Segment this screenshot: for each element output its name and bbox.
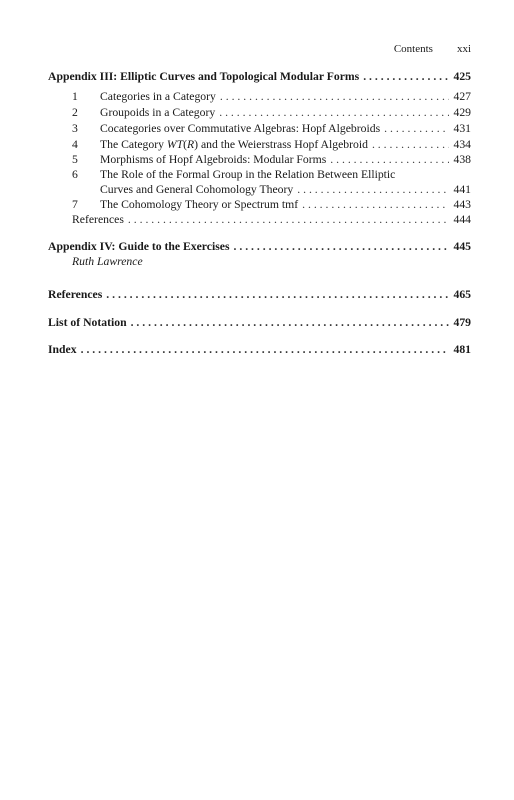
section-number: 4 — [72, 138, 78, 151]
dot-leader — [363, 70, 449, 84]
toc-section-5[interactable] — [48, 153, 471, 167]
toc-entry-title: References — [48, 288, 103, 301]
toc-entry-page: 425 — [453, 70, 471, 83]
section-title: The Cohomology Theory or Spectrum tmf — [100, 198, 299, 211]
section-title: References — [72, 213, 124, 226]
title-part-italic: R — [187, 138, 195, 151]
dot-leader — [220, 90, 449, 104]
dot-leader — [384, 122, 449, 136]
toc-section-2[interactable] — [48, 106, 471, 120]
section-number: 5 — [72, 153, 78, 166]
section-title: Curves and General Cohomology Theory — [100, 183, 294, 196]
toc-entry-page: 465 — [453, 288, 471, 301]
title-part: ( — [183, 138, 188, 151]
toc-section-3[interactable] — [48, 122, 471, 136]
dot-leader — [128, 213, 449, 227]
section-number: 7 — [72, 198, 78, 211]
section-page: 434 — [453, 138, 471, 151]
toc-section-6-line2[interactable] — [48, 183, 471, 197]
section-title: Cocategories over Commutative Algebras: Hopf Algebroids — [100, 122, 381, 135]
section-page: 438 — [453, 153, 471, 166]
section-number: 6 — [72, 168, 78, 181]
chapter-author: Ruth Lawrence — [72, 255, 143, 268]
section-page: 441 — [453, 183, 471, 196]
toc-entry-title: Index — [48, 343, 77, 356]
dot-leader — [330, 153, 449, 167]
dot-leader — [302, 198, 449, 212]
toc-appendix-iii-references[interactable] — [72, 213, 471, 227]
title-part-italic: WT — [166, 138, 184, 151]
dot-leader — [81, 343, 449, 357]
dot-leader — [219, 106, 449, 120]
section-number: 3 — [72, 122, 78, 135]
dot-leader — [106, 288, 449, 302]
toc-entry-title: Appendix III: Elliptic Curves and Topological Modular Forms — [48, 70, 360, 83]
section-page: 427 — [453, 90, 471, 103]
dot-leader — [372, 138, 449, 152]
section-page: 431 — [453, 122, 471, 135]
section-title — [100, 138, 368, 152]
toc-section-7[interactable] — [48, 198, 471, 212]
toc-entry-title: Appendix IV: Guide to the Exercises — [48, 240, 230, 253]
toc-entry-list-of-notation[interactable] — [48, 316, 471, 330]
toc-section-1[interactable] — [48, 90, 471, 104]
dot-leader — [234, 240, 450, 254]
toc-section-6-line1[interactable] — [48, 168, 471, 182]
section-title: Morphisms of Hopf Algebroids: Modular Forms — [100, 153, 327, 166]
toc-entry-index[interactable] — [48, 343, 471, 357]
section-page: 444 — [453, 213, 471, 226]
toc-entry-title: List of Notation — [48, 316, 127, 329]
title-part: The Category — [100, 138, 167, 151]
page-number: xxi — [456, 43, 471, 55]
toc-entry-appendix-iv[interactable] — [48, 240, 471, 254]
toc-entry-page: 479 — [453, 316, 471, 329]
toc-entry-appendix-iii[interactable] — [48, 70, 471, 84]
section-page: 443 — [453, 198, 471, 211]
section-number: 2 — [72, 106, 78, 119]
toc-entry-page: 481 — [453, 343, 471, 356]
dot-leader — [131, 316, 449, 330]
section-page: 429 — [453, 106, 471, 119]
toc-entry-references[interactable] — [48, 288, 471, 302]
section-title: The Role of the Formal Group in the Relation Between Elliptic — [100, 168, 396, 181]
running-title: Contents — [393, 43, 433, 55]
section-title: Categories in a Category — [100, 90, 216, 103]
section-title: Groupoids in a Category — [100, 106, 216, 119]
running-header — [0, 43, 471, 56]
toc-section-4[interactable] — [48, 138, 471, 152]
dot-leader — [297, 183, 449, 197]
toc-entry-page: 445 — [453, 240, 471, 253]
title-part: ) and the Weierstrass Hopf Algebroid — [194, 138, 368, 151]
section-number: 1 — [72, 90, 78, 103]
